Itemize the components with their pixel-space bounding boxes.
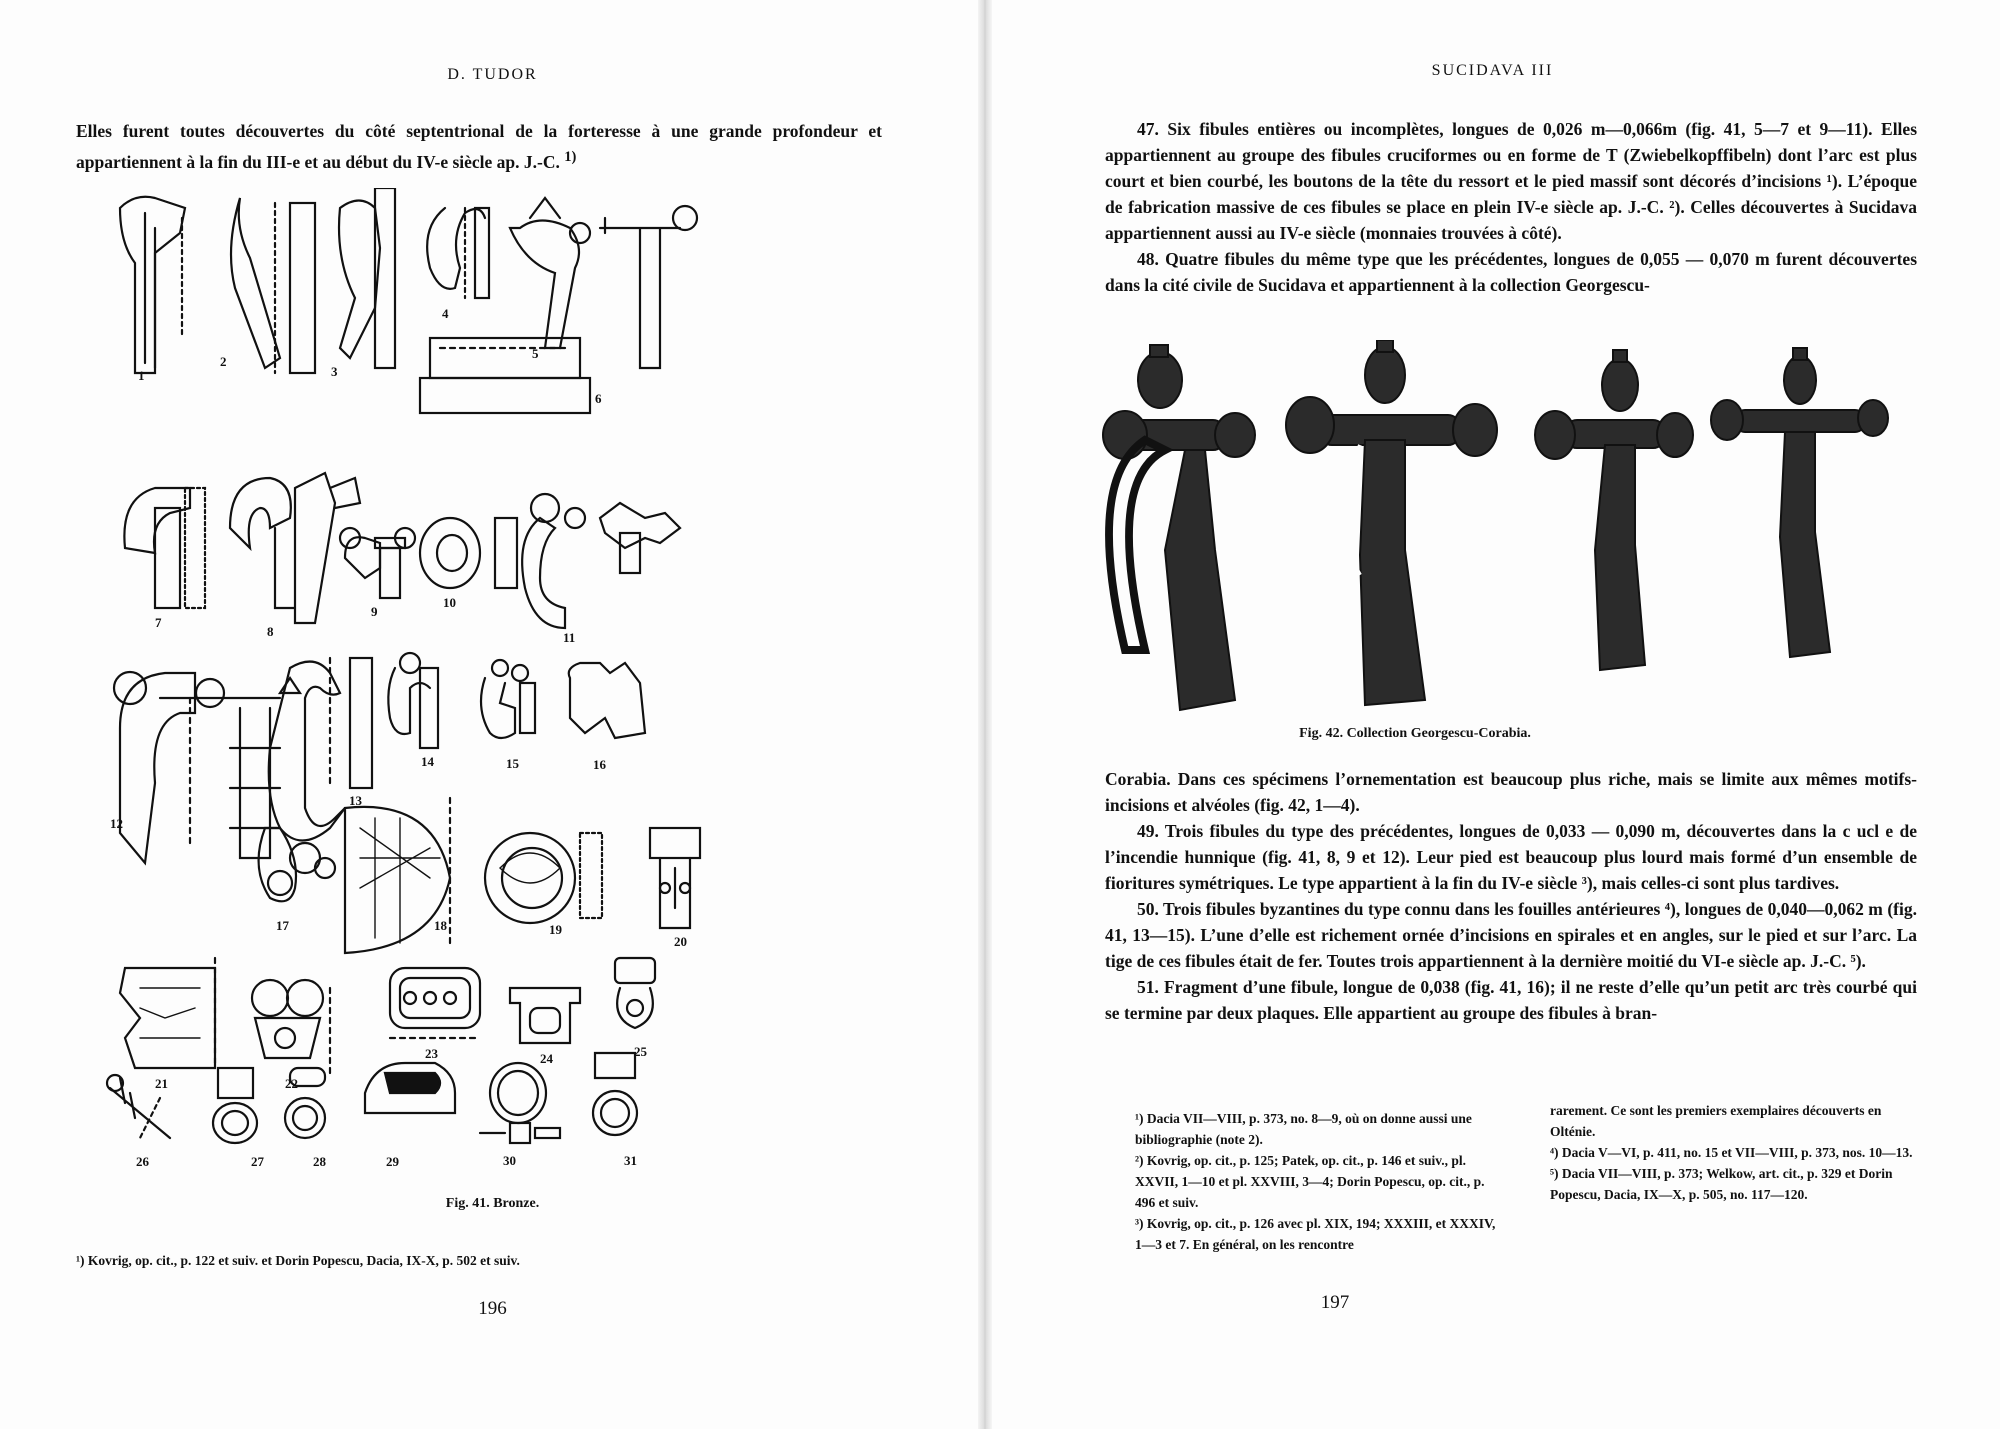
fibula-drawing-12 xyxy=(114,672,300,863)
fig-num-16: 16 xyxy=(593,757,606,772)
fig-num-14: 14 xyxy=(421,754,434,769)
running-head-left: D. TUDOR xyxy=(447,66,538,83)
fig-num-5: 5 xyxy=(532,346,539,361)
fibula-drawing-15 xyxy=(481,660,535,738)
fibula-drawing-9 xyxy=(340,528,415,598)
footnote-1: ¹) Dacia VII—VIII, p. 373, no. 8—9, où on donne aussi une bibliographie (note 2). xyxy=(1135,1111,1472,1147)
fibula-drawing-4 xyxy=(427,208,489,298)
ring-drawing-27 xyxy=(213,1068,257,1143)
fig-num-29: 29 xyxy=(386,1154,399,1168)
fig-num-22: 22 xyxy=(285,1076,298,1091)
fig-num-1: 1 xyxy=(138,368,145,383)
fig-num-21: 21 xyxy=(155,1076,168,1091)
fig-num-13: 13 xyxy=(349,793,362,808)
fibula-drawing-6 xyxy=(420,338,590,413)
fig-num-25: 25 xyxy=(634,1044,647,1059)
fig-num-7: 7 xyxy=(155,615,162,630)
figure-41-plate xyxy=(100,188,860,1168)
fibula-drawing-10 xyxy=(420,518,517,588)
right-footnotes-col-1 xyxy=(1135,1108,1505,1255)
fig-num-26: 26 xyxy=(136,1154,149,1168)
fig-num-28: 28 xyxy=(313,1154,326,1168)
ring-drawing-31 xyxy=(593,1053,637,1135)
photo-fibula-1 xyxy=(1103,345,1255,710)
paragraph-49: 49. Trois fibules du type des précédentes, longues de 0,033 — 0,090 m, découvertes dans la c ucl e de l’incendie hunnique (fig. 41, 8, 9 et 12). Leur pied est beaucoup plus lourd mais formé d’un ensemble de fioritures symétriques. Le type appartient à la fin du IV-e siècle ³), mais celles-ci sont plus tardives. xyxy=(1105,821,1917,893)
footnote-5: ⁵) Dacia VII—VIII, p. 373; Welkow, art. cit., p. 329 et Dorin Popescu, Dacia, IX—X, p. 505, no. 117—120. xyxy=(1550,1166,1893,1202)
buckle-drawing-24 xyxy=(510,988,580,1043)
ring-drawing-25 xyxy=(615,958,655,1028)
fig-num-12: 12 xyxy=(110,816,123,831)
fibula-drawing-3 xyxy=(339,188,395,368)
footnote-3: ³) Kovrig, op. cit., p. 126 avec pl. XIX, 194; XXXIII, et XXXIV, 1—3 et 7. En général, on les rencontre xyxy=(1135,1216,1496,1252)
mount-drawing-20 xyxy=(650,828,700,928)
figure-42-caption: Fig. 42. Collection Georgescu-Corabia. xyxy=(1299,726,1531,741)
fig-num-18: 18 xyxy=(434,918,447,933)
fig-num-10: 10 xyxy=(443,595,456,610)
photo-fibula-3 xyxy=(1535,350,1693,670)
figure-42-photo xyxy=(1095,340,1930,720)
page-number-left: 196 xyxy=(478,1298,507,1319)
page-number-right: 197 xyxy=(1320,1292,1350,1313)
photo-fibula-2 xyxy=(1286,340,1497,705)
fig-num-24: 24 xyxy=(540,1051,553,1066)
fibula-drawing-5 xyxy=(510,198,697,368)
buckle-plate-drawing-21 xyxy=(120,958,215,1068)
right-footnotes-col-2 xyxy=(1550,1100,1930,1205)
fig-num-3: 3 xyxy=(331,364,338,379)
intro-text: Elles furent toutes découvertes du côté septentrional de la forteresse à une grande profondeur et appartiennent à la fin du III-e et au début du IV-e siècle ap. J.-C. xyxy=(76,121,882,172)
fig-num-30: 30 xyxy=(503,1153,516,1168)
fig-num-15: 15 xyxy=(506,756,519,771)
fibula-drawing-14 xyxy=(388,653,438,748)
paragraph-50: 50. Trois fibules byzantines du type connu dans les fouilles antérieures ⁴), longues de 0,040—0,062 m (fig. 41, 13—15). L’une d’elle est richement ornée d’incisions en spirales et en angles, sur le pied et sur l’arc. La tige de ces fibules était de fer. Toutes trois appartiennent à la dernière moitié du VI-e siècle ap. J.-C. ⁵). xyxy=(1105,899,1917,971)
footnote-4: ⁴) Dacia V—VI, p. 411, no. 15 et VII—VIII, p. 373, nos. 10—13. xyxy=(1550,1145,1913,1160)
fig-num-2: 2 xyxy=(220,354,227,369)
paragraph-51: 51. Fragment d’une fibule, longue de 0,038 (fig. 41, 16); il ne reste d’elle qu’un petit arc très courbé qui se termine par deux plaques. Elle appartient au groupe des fibules à bran- xyxy=(1105,977,1917,1023)
fig-num-11: 11 xyxy=(563,630,576,645)
ring-drawing-30 xyxy=(480,1063,560,1143)
photo-fibula-4 xyxy=(1711,348,1888,657)
fig-num-17: 17 xyxy=(276,918,289,933)
left-page xyxy=(0,0,985,1429)
buckle-drawing-23 xyxy=(390,968,480,1038)
fig-num-23: 23 xyxy=(425,1046,438,1061)
running-head-right: SUCIDAVA III xyxy=(1431,62,1554,79)
fig-num-4: 4 xyxy=(442,306,449,321)
fibula-drawing-8 xyxy=(230,473,360,623)
paragraph-48: 48. Quatre fibules du même type que les précédentes, longues de 0,055 — 0,070 m furent découvertes dans la cité civile de Sucidava et appartiennent à la collection Georgescu- xyxy=(1105,249,1917,295)
fibula-drawing-1 xyxy=(120,197,185,373)
fig-num-9: 9 xyxy=(371,604,378,619)
disc-drawing-19 xyxy=(485,833,602,923)
fibula-drawing-7 xyxy=(124,488,205,608)
fig-num-31: 31 xyxy=(624,1153,637,1168)
right-page xyxy=(985,0,2000,1429)
figure-41-caption: Fig. 41. Bronze. xyxy=(445,1196,540,1211)
fig-num-6: 6 xyxy=(595,391,602,406)
fibula-drawing-2 xyxy=(231,198,315,373)
fibulae-photograph xyxy=(1095,340,1930,720)
fig-num-27: 27 xyxy=(251,1154,264,1168)
fig-num-19: 19 xyxy=(549,922,562,937)
right-top-text xyxy=(1105,116,1917,298)
mount-drawing-22 xyxy=(252,980,330,1073)
footnote-ref: 1) xyxy=(564,149,577,165)
intro-paragraph xyxy=(76,118,882,175)
footnote-3-continued: rarement. Ce sont les premiers exemplaires découverts en Olténie. xyxy=(1550,1103,1882,1139)
paragraph-47: 47. Six fibules entières ou incomplètes, longues de 0,026 m—0,066m (fig. 41, 5—7 et 9—11). Elles appartiennent au groupe des fibules cruciformes ou en forme de T (Zwiebelkopffibeln) dont l’arc est plus court et bien courbé, les boutons de la tête du ressort et le pied massif sont décorés d’incisions ¹). L’époque de fabrication massive de ces fibules se place en plein IV-e siècle ap. J.-C. ²). Celles découvertes à Sucidava appartiennent aussi au IV-e siècle (monnaies trouvées à côté). xyxy=(1105,119,1917,243)
right-bottom-text xyxy=(1105,766,1917,1026)
paragraph-48-continued: Corabia. Dans ces spécimens l’ornementation est beaucoup plus riche, mais se limite aux mêmes motifs-incisions et alvéoles (fig. 42, 1—4). xyxy=(1105,769,1917,815)
fibula-drawing-11 xyxy=(522,494,680,628)
footnote-2: ²) Kovrig, op. cit., p. 125; Patek, op. cit., p. 146 et suiv., pl. XXVII, 1—10 et pl. XXVIII, 3—4; Dorin Popescu, op. cit., p. 496 et suiv. xyxy=(1135,1153,1485,1210)
left-footnote: ¹) Kovrig, op. cit., p. 122 et suiv. et Dorin Popescu, Dacia, IX-X, p. 502 et suiv. xyxy=(76,1253,520,1268)
fig-num-20: 20 xyxy=(674,934,687,949)
bronze-drawings xyxy=(100,188,860,1168)
buckle-drawing-29 xyxy=(365,1063,455,1113)
fibula-drawing-16 xyxy=(569,663,645,738)
fig-num-8: 8 xyxy=(267,624,274,639)
